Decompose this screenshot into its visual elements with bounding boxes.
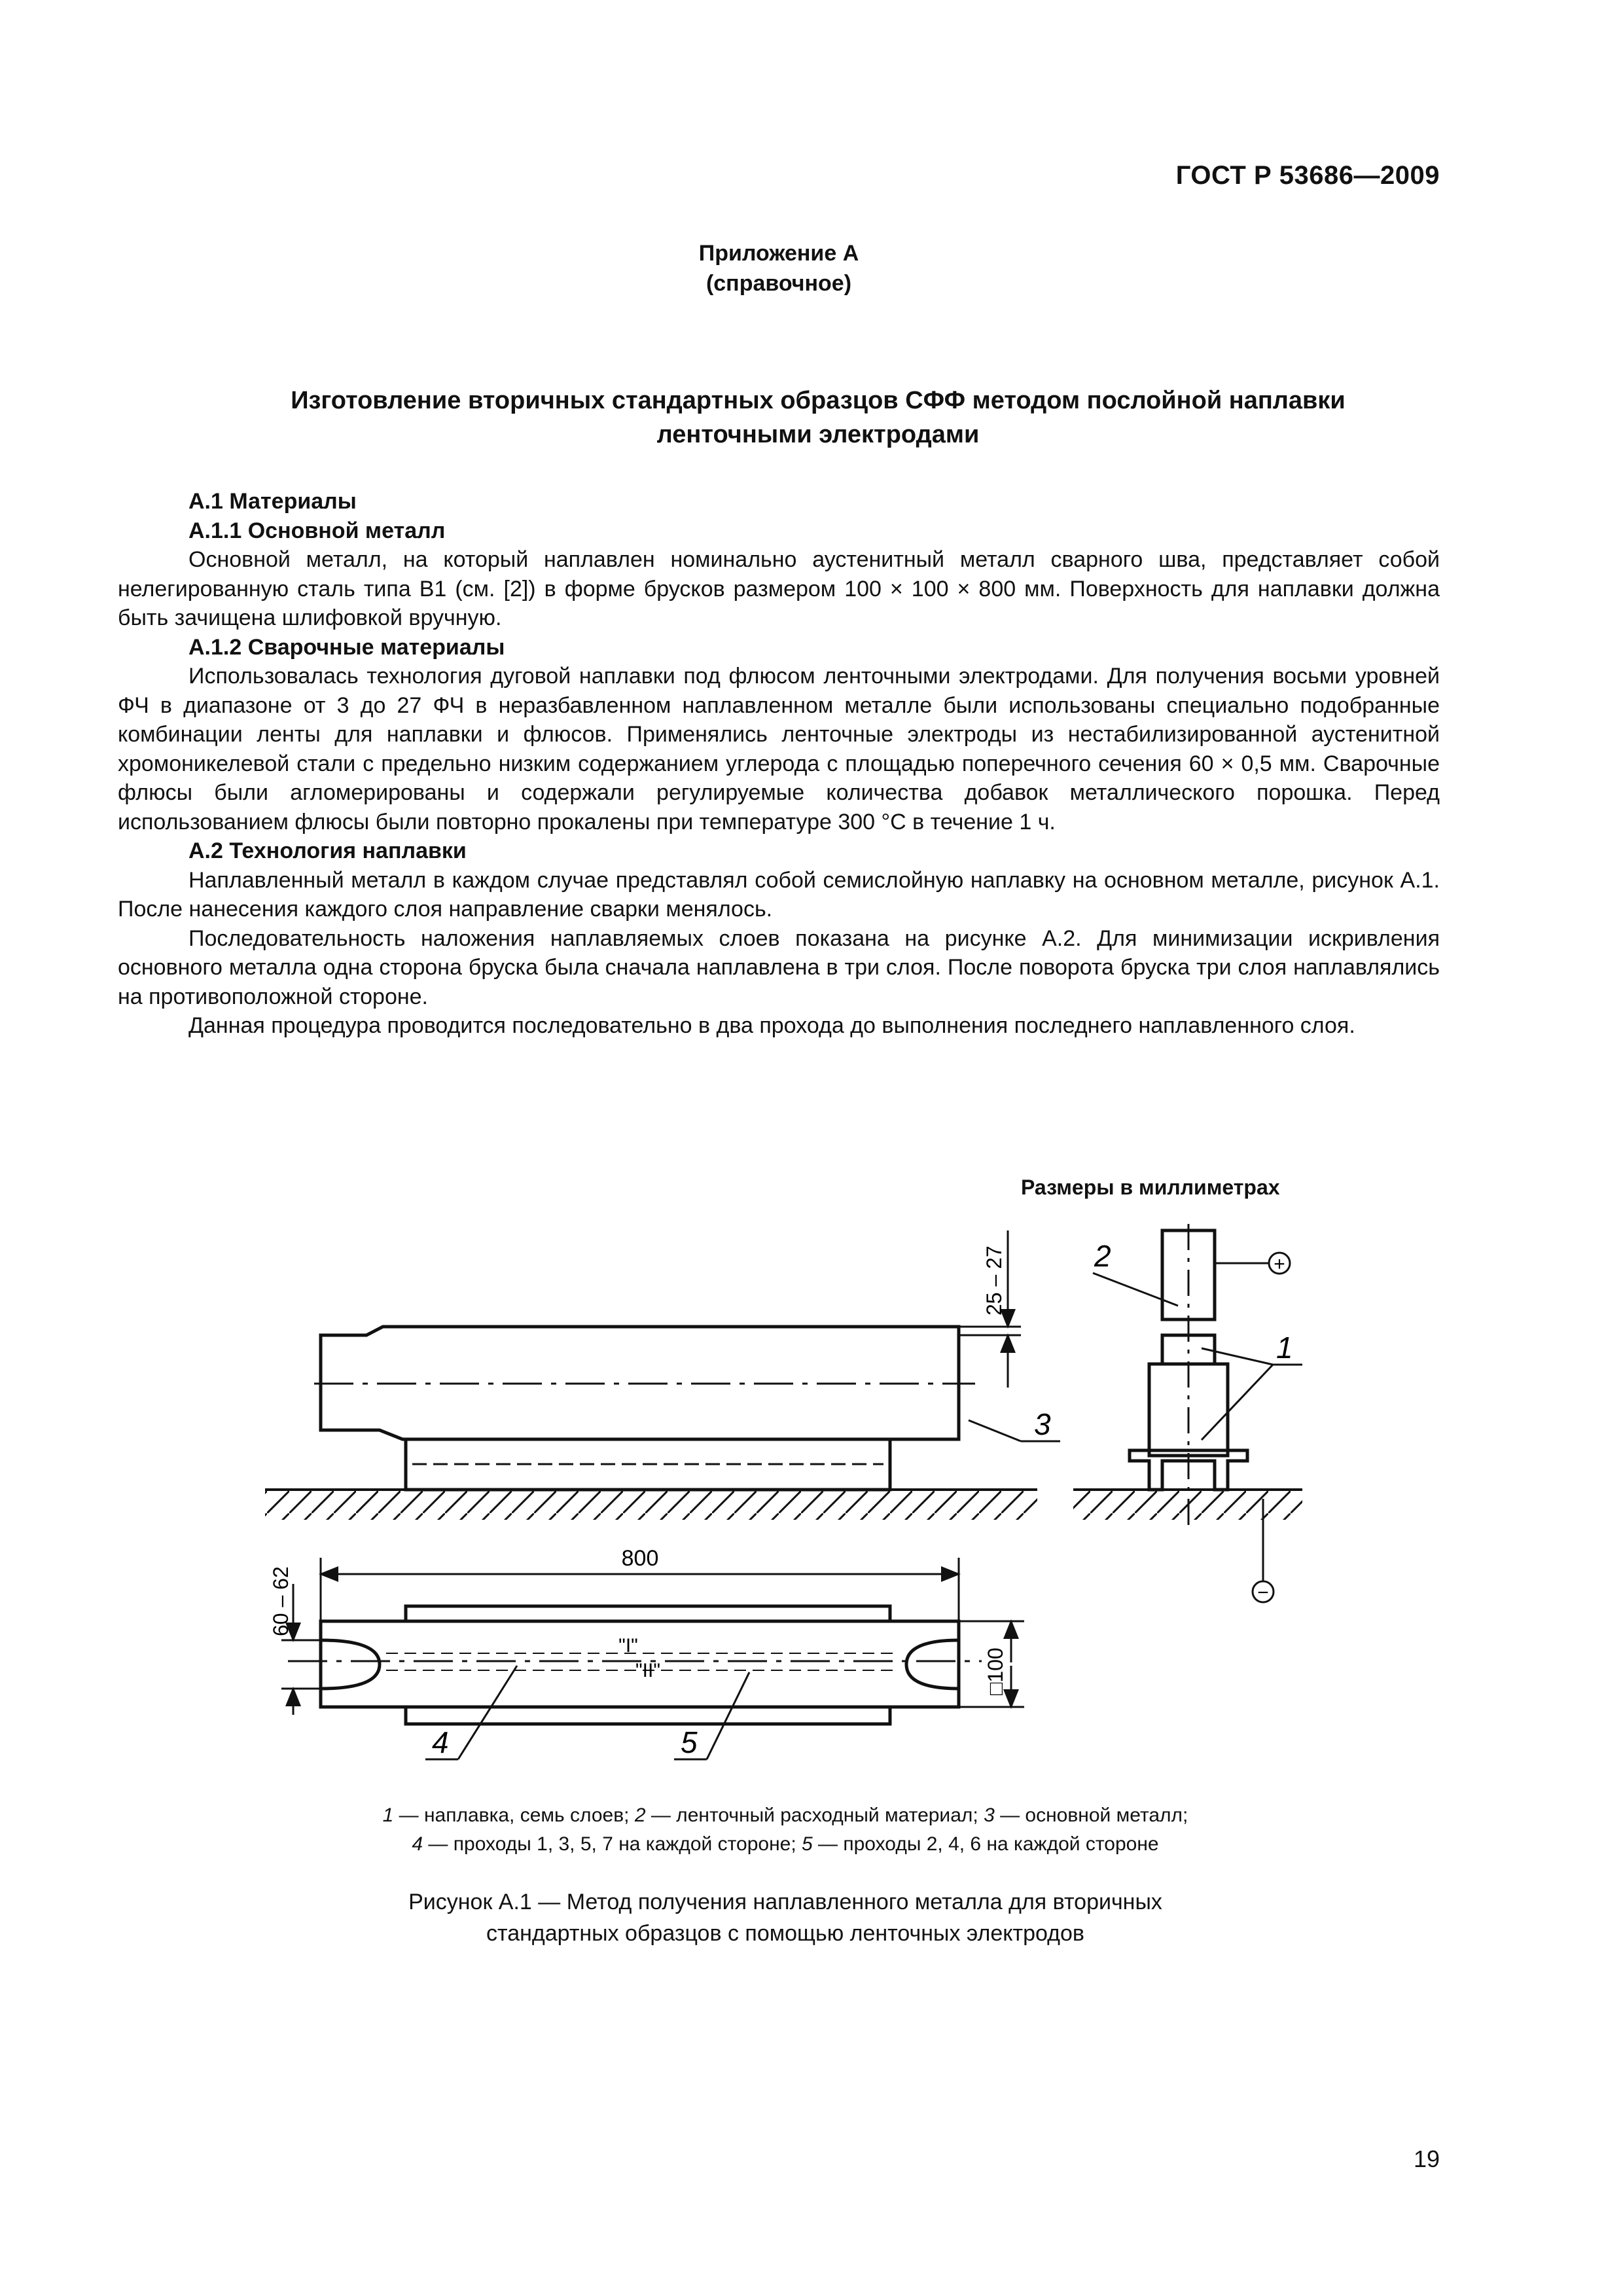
section-a12-paragraph: Использовалась технология дуговой наплавки под флюсом ленточными электродами. Для получения восьми уровней ФЧ в диапазоне от 3 до 27 ФЧ в неразбавленном наплавленном металле были использованы специально подобранные комбинации ленты для наплавки и флюсов. Применялись ленточные электроды из нестабилизированной аустенитной хромоникелевой стали с предельно низким содержанием углерода с площадью поперечного сечения 60 × 0,5 мм. Сварочные флюсы были агломерированы и содержали регулируемые количества добавок металлического порошка. Перед использованием флюсы были повторно прокалены при температуре 300 °С в течение 1 ч.	[118, 664, 1440, 834]
width-label: 60 – 62	[269, 1566, 293, 1636]
main-title-line2: ленточными электродами	[656, 421, 980, 448]
section-a11-paragraph: Основной металл, на который наплавлен номинально аустенитный металл сварного шва, представляет собой нелегированную сталь типа В1 (см. [2]) в форме брусков размером 100 × 100 × 800 мм. Поверхность для наплавки должна быть зачищена шлифовкой вручную.	[118, 547, 1440, 630]
legend-num-5: 5	[802, 1833, 813, 1855]
legend-num-1: 1	[382, 1804, 394, 1826]
figure-legend-line2	[131, 1830, 1440, 1859]
label-3: 3	[1034, 1407, 1051, 1441]
legend-num-3: 3	[984, 1804, 995, 1826]
figure-caption-line1: Рисунок А.1 — Метод получения наплавленного металла для вторичных	[408, 1890, 1162, 1914]
body-text	[118, 487, 1440, 1041]
plus-sign: +	[1274, 1253, 1285, 1275]
section-a11-heading: А.1.1 Основной металл	[188, 518, 446, 543]
ground-hatch-left	[265, 1490, 1037, 1520]
leader-2	[1093, 1273, 1178, 1306]
leader-1a	[1202, 1348, 1273, 1365]
legend-text-4: — проходы 1, 3, 5, 7 на каждой стороне;	[423, 1833, 802, 1855]
legend-text-2: — ленточный расходный материал;	[645, 1804, 984, 1826]
leader-1b	[1202, 1365, 1273, 1440]
section-a2-heading: А.2 Технология наплавки	[188, 838, 467, 863]
legend-text-1: — наплавка, семь слоев;	[393, 1804, 635, 1826]
minus-sign: −	[1257, 1582, 1269, 1604]
page-number: 19	[1413, 2145, 1440, 2172]
label-1: 1	[1276, 1331, 1293, 1365]
figure-legend-line1	[131, 1801, 1440, 1830]
label-2: 2	[1094, 1239, 1111, 1273]
length-label: 800	[621, 1546, 659, 1571]
leader-4	[458, 1666, 517, 1759]
section-a1-heading: А.1 Материалы	[188, 489, 357, 514]
legend-num-4: 4	[412, 1833, 423, 1855]
thickness-label: 25 – 27	[982, 1246, 1006, 1316]
section-label: □100	[984, 1647, 1007, 1695]
ground-hatch-right	[1073, 1490, 1302, 1520]
section-a2-paragraph-2: Последовательность наложения наплавляемых слоев показана на рисунке А.2. Для минимизации искривления основного металла одна сторона бруска была сначала наплавлена в три слоя. После поворота бруска три слоя наплавлялись на противоположной стороне.	[118, 925, 1440, 1009]
figure-a1-drawing	[0, 1204, 1623, 1793]
figure-caption-line2: стандартных образцов с помощью ленточных электродов	[486, 1921, 1084, 1946]
section-a2-paragraph-1: Наплавленный металл в каждом случае представлял собой семислойную наплавку на основном металле, рисунок А.1. После нанесения каждого слоя направление сварки менялось.	[118, 867, 1440, 922]
leader-3	[969, 1420, 1021, 1441]
legend-text-3: — основной металл;	[994, 1804, 1188, 1826]
legend-num-2: 2	[634, 1804, 646, 1826]
dimensions-note: Размеры в миллиметрах	[1021, 1175, 1280, 1199]
legend-text-5: — проходы 2, 4, 6 на каждой стороне	[812, 1833, 1159, 1855]
section-a12-heading: А.1.2 Сварочные материалы	[188, 634, 505, 660]
annex-title: Приложение А	[698, 241, 859, 266]
leader-5	[707, 1672, 749, 1759]
end-view	[1130, 1230, 1247, 1490]
section-a2-paragraph-3: Данная процедура проводится последовательно в два прохода до выполнения последнего наплавленного слоя.	[188, 1013, 1355, 1038]
mark-II: "II"	[635, 1660, 660, 1681]
main-title-line1: Изготовление вторичных стандартных образцов СФФ методом послойной наплавки	[291, 387, 1346, 414]
standard-number: ГОСТ Р 53686—2009	[1175, 161, 1440, 190]
label-5: 5	[681, 1725, 698, 1759]
annex-type: (справочное)	[705, 271, 852, 296]
mark-I: "I"	[618, 1635, 638, 1657]
label-4: 4	[432, 1725, 449, 1759]
